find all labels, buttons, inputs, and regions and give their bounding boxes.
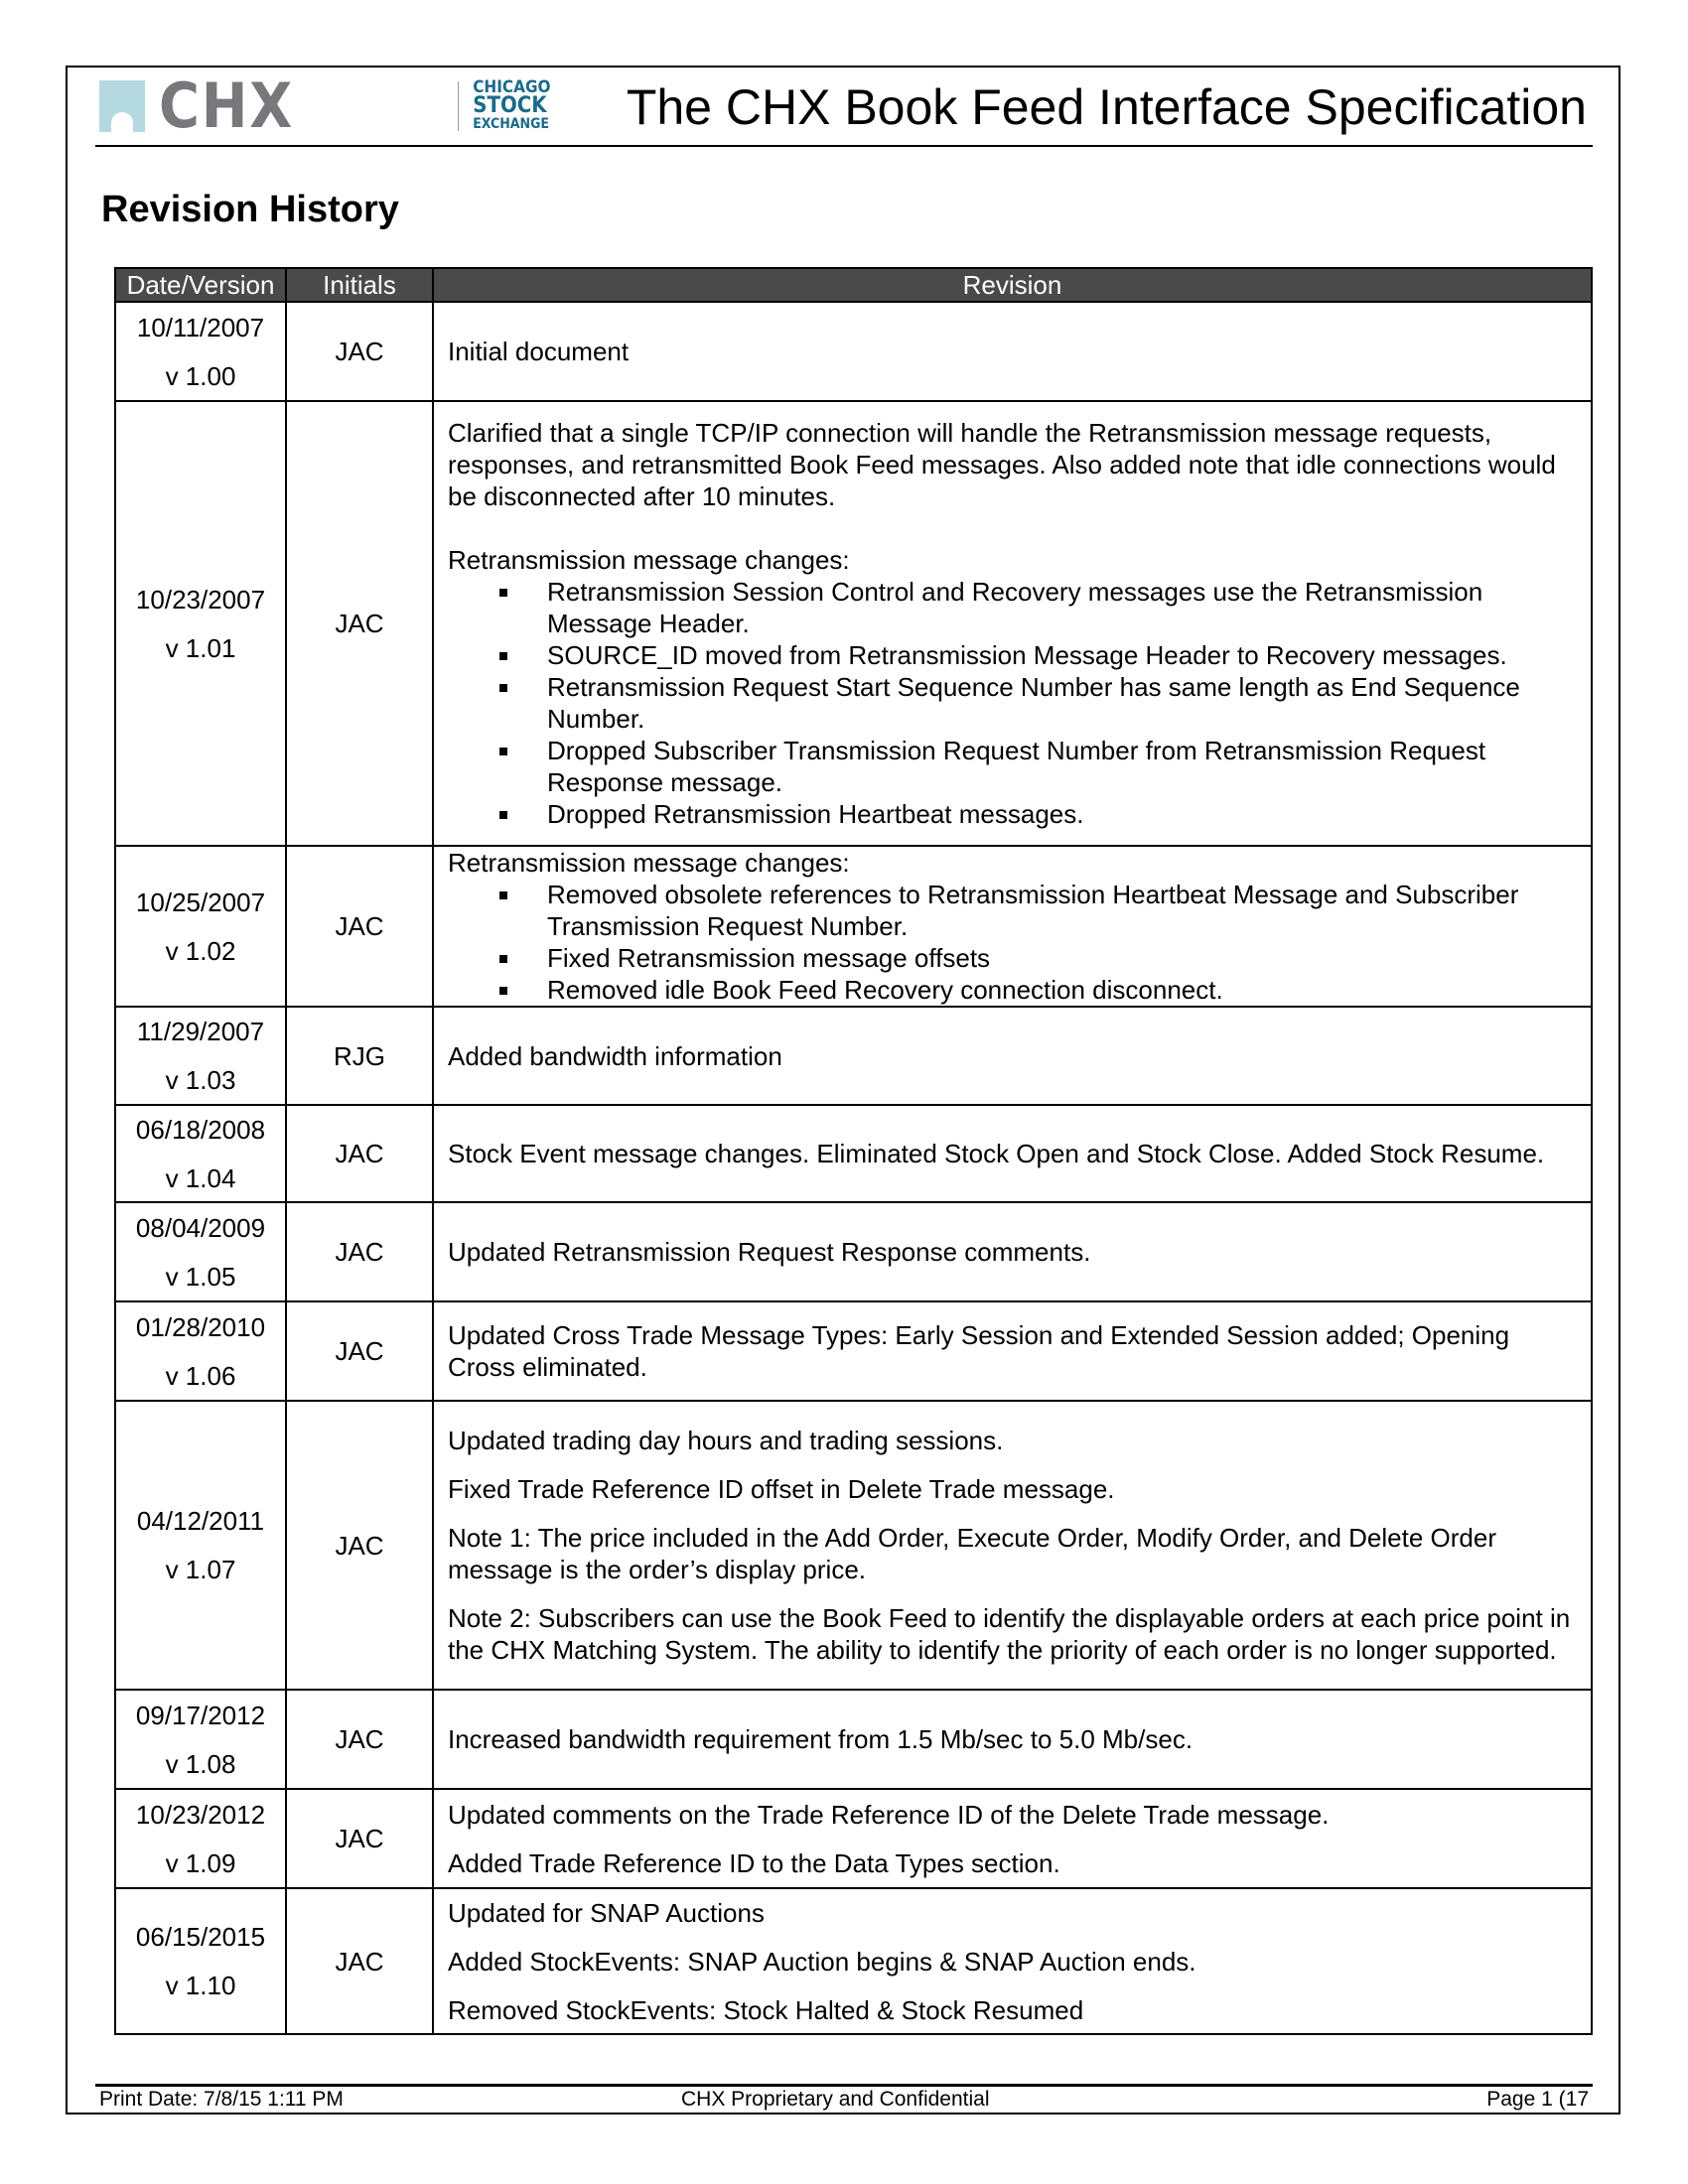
revision-version: v 1.00 — [165, 360, 236, 391]
revision-cell — [433, 1690, 1592, 1789]
initials-cell: RJG — [286, 1007, 433, 1105]
revision-paragraph: Fixed Trade Reference ID offset in Delete Trade message. — [448, 1474, 1115, 1504]
revision-paragraph: Stock Event message changes. Eliminated Stock Open and Stock Close. Added Stock Resume. — [448, 1139, 1545, 1168]
revision-paragraph: Retransmission message changes: — [448, 848, 850, 878]
revision-paragraph: Note 1: The price included in the Add Order, Execute Order, Modify Order, and Delete Order message is the order’s display price. — [448, 1523, 1496, 1584]
initials-cell: JAC — [286, 401, 433, 846]
bullet-item: Dropped Subscriber Transmission Request Number from Retransmission Request Response message. — [547, 735, 1577, 798]
table-row — [115, 1301, 1592, 1401]
revision-paragraph: Added Trade Reference ID to the Data Types section. — [448, 1847, 1060, 1878]
initials-cell: JAC — [286, 302, 433, 401]
bullet-item: Retransmission Session Control and Recovery messages use the Retransmission Message Header. — [547, 576, 1577, 639]
header-rule — [95, 145, 1593, 147]
revision-paragraph: Updated comments on the Trade Reference ID of the Delete Trade message. — [448, 1799, 1330, 1830]
revision-version: v 1.09 — [165, 1847, 236, 1878]
revision-version: v 1.04 — [165, 1162, 236, 1193]
table-row — [115, 1007, 1592, 1105]
revision-paragraph: Added bandwidth information — [448, 1040, 782, 1071]
bullet-item: SOURCE_ID moved from Retransmission Message Header to Recovery messages. — [547, 639, 1577, 671]
revision-date: 10/25/2007 — [135, 887, 266, 917]
initials-cell: JAC — [286, 1105, 433, 1202]
revision-paragraph: Retransmission message changes: — [448, 545, 850, 575]
revision-paragraph: Updated trading day hours and trading sessions. — [448, 1426, 1004, 1455]
revision-paragraph: Increased bandwidth requirement from 1.5 Mb/sec to 5.0 Mb/sec. — [448, 1724, 1194, 1754]
table-row — [115, 1789, 1592, 1888]
table-row — [115, 1888, 1592, 2034]
revision-cell — [433, 1202, 1592, 1301]
col-initials: Initials — [286, 268, 433, 302]
table-row — [115, 1401, 1592, 1690]
initials-cell: JAC — [286, 1301, 433, 1401]
revision-cell — [433, 1789, 1592, 1888]
revision-version: v 1.01 — [165, 632, 236, 663]
revision-table — [114, 267, 1593, 2035]
logo-text: CHX — [159, 69, 295, 142]
print-date: Print Date: 7/8/15 1:11 PM — [99, 2088, 344, 2111]
date-version-cell — [115, 1301, 286, 1401]
revision-paragraph: Clarified that a single TCP/IP connection will handle the Retransmission message requests, responses, and retransmitted Book Feed messages. Also added note that idle connections would be disconnected after 10 minutes. — [448, 418, 1556, 511]
initials-cell: JAC — [286, 846, 433, 1007]
revision-date: 06/18/2008 — [135, 1114, 266, 1145]
revision-date: 10/23/2012 — [135, 1799, 266, 1830]
revision-paragraph: Removed StockEvents: Stock Halted & Stock Resumed — [448, 1994, 1084, 2025]
revision-date: 04/12/2011 — [136, 1506, 265, 1536]
revision-version: v 1.07 — [165, 1555, 236, 1584]
table-row — [115, 1105, 1592, 1202]
initials-cell: JAC — [286, 1401, 433, 1690]
revision-cell — [433, 1888, 1592, 2034]
revision-paragraph: Initial document — [448, 337, 630, 366]
revision-cell — [433, 401, 1592, 846]
revision-date: 10/11/2007 — [136, 312, 265, 342]
page-number: Page 1 (17 — [1486, 2088, 1589, 2111]
logo-subtitle — [473, 79, 550, 133]
confidential-notice: CHX Proprietary and Confidential — [681, 2088, 990, 2111]
date-version-cell — [115, 1789, 286, 1888]
document-title: The CHX Book Feed Interface Specification — [626, 79, 1587, 135]
revision-paragraph: Note 2: Subscribers can use the Book Feed to identify the displayable orders at each price point in the CHX Matching System. The ability to identify the priority of each order is no longer supported. — [448, 1603, 1571, 1665]
revision-version: v 1.03 — [165, 1065, 236, 1095]
revision-date: 06/15/2015 — [135, 1922, 266, 1952]
revision-bullet-list — [448, 576, 1577, 830]
initials-cell: JAC — [286, 1690, 433, 1789]
revision-cell — [433, 1105, 1592, 1202]
revision-bullet-list — [448, 879, 1577, 1006]
bullet-item: Removed idle Book Feed Recovery connection disconnect. — [547, 974, 1577, 1006]
revision-version: v 1.06 — [165, 1360, 236, 1391]
table-row — [115, 846, 1592, 1007]
logo-sub-3: EXCHANGE — [473, 116, 550, 132]
logo-divider — [458, 81, 459, 131]
revision-date: 09/17/2012 — [135, 1700, 266, 1730]
date-version-cell — [115, 1105, 286, 1202]
bullet-item: Fixed Retransmission message offsets — [547, 942, 1577, 974]
revision-date: 08/04/2009 — [135, 1212, 266, 1243]
revision-date: 10/23/2007 — [135, 584, 266, 614]
revision-cell — [433, 1007, 1592, 1105]
initials-cell: JAC — [286, 1888, 433, 2034]
revision-version: v 1.02 — [165, 935, 236, 966]
revision-cell — [433, 846, 1592, 1007]
section-heading: Revision History — [101, 189, 399, 230]
revision-paragraph: Updated for SNAP Auctions — [448, 1897, 765, 1928]
revision-cell — [433, 302, 1592, 401]
table-row — [115, 401, 1592, 846]
date-version-cell — [115, 1690, 286, 1789]
date-version-cell — [115, 846, 286, 1007]
table-row — [115, 1202, 1592, 1301]
footer-rule — [95, 2084, 1593, 2087]
revision-cell — [433, 1301, 1592, 1401]
col-date-version: Date/Version — [115, 268, 286, 302]
revision-cell — [433, 1401, 1592, 1690]
revision-paragraph: Updated Retransmission Request Response comments. — [448, 1237, 1091, 1267]
revision-date: 11/29/2007 — [136, 1017, 265, 1046]
initials-cell: JAC — [286, 1789, 433, 1888]
table-header — [115, 268, 1592, 302]
arch-icon — [99, 80, 145, 132]
chx-logo — [99, 69, 551, 142]
logo-sub-2: STOCK — [473, 93, 547, 118]
bullet-item: Dropped Retransmission Heartbeat messages. — [547, 798, 1577, 830]
date-version-cell — [115, 1401, 286, 1690]
col-revision: Revision — [433, 268, 1592, 302]
table-row — [115, 302, 1592, 401]
table-row — [115, 1690, 1592, 1789]
bullet-item: Removed obsolete references to Retransmission Heartbeat Message and Subscriber Transmission Request Number. — [547, 879, 1577, 942]
revision-date: 01/28/2010 — [135, 1311, 266, 1342]
revision-version: v 1.05 — [165, 1261, 236, 1292]
initials-cell: JAC — [286, 1202, 433, 1301]
date-version-cell — [115, 302, 286, 401]
revision-version: v 1.08 — [165, 1748, 236, 1779]
date-version-cell — [115, 401, 286, 846]
date-version-cell — [115, 1888, 286, 2034]
date-version-cell — [115, 1202, 286, 1301]
date-version-cell — [115, 1007, 286, 1105]
bullet-item: Retransmission Request Start Sequence Number has same length as End Sequence Number. — [547, 671, 1577, 735]
revision-version: v 1.10 — [165, 1971, 236, 2000]
logo-sub-1: CHICAGO — [473, 77, 551, 97]
revision-paragraph: Added StockEvents: SNAP Auction begins & SNAP Auction ends. — [448, 1946, 1196, 1977]
revision-paragraph: Updated Cross Trade Message Types: Early Session and Extended Session added; Opening Cross eliminated. — [448, 1320, 1510, 1382]
